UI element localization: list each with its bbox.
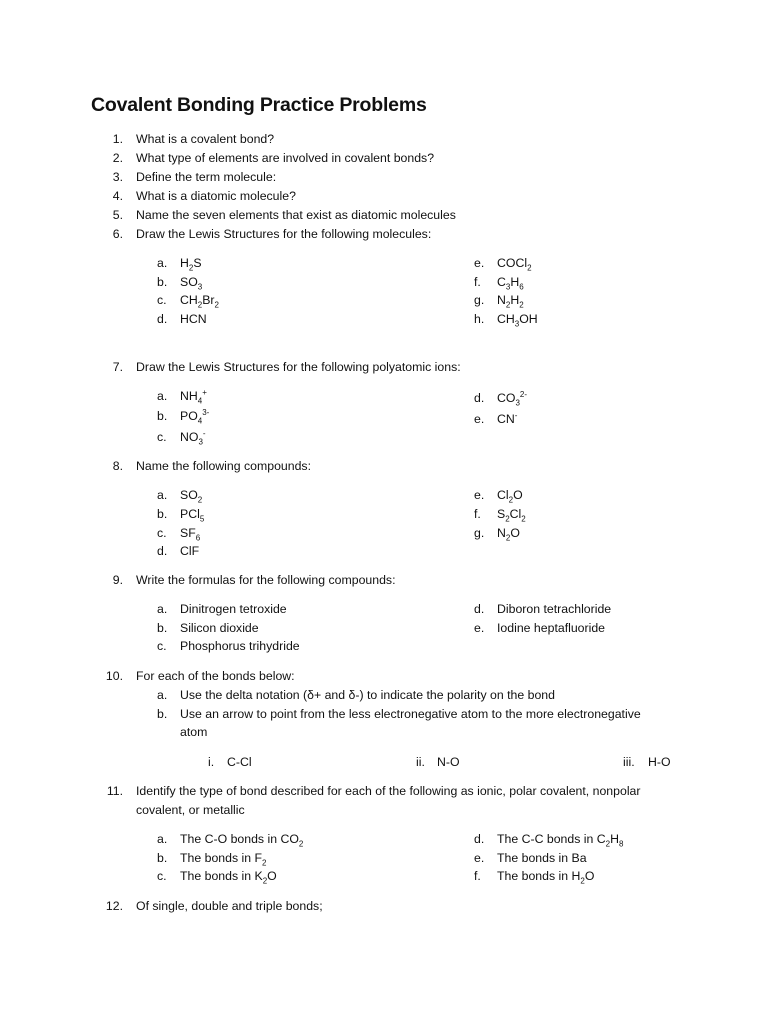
- q10-number: 10.: [105, 669, 123, 683]
- q10-bond-numeral: iii.: [623, 755, 635, 769]
- q11-item-letter: c.: [157, 869, 167, 883]
- q6-item-formula: $H_2S$: [180, 256, 202, 273]
- q11-item-text: The bonds in $H_2O$: [497, 869, 595, 886]
- q4-number: 4.: [112, 189, 123, 203]
- q8-item-letter: a.: [157, 488, 168, 502]
- q11-item-letter: b.: [157, 851, 168, 865]
- q11-item-letter: f.: [474, 869, 481, 883]
- page-title: Covalent Bonding Practice Problems: [91, 94, 427, 116]
- q8-item-letter: f.: [474, 507, 481, 521]
- q6-item-letter: h.: [474, 312, 485, 326]
- q7-item-formula: $NO_3^-$: [180, 428, 206, 447]
- q6-item-letter: c.: [157, 293, 167, 307]
- q8-number: 8.: [112, 459, 123, 473]
- q7-item-formula: $NH_4^+$: [180, 387, 207, 406]
- q11-item-text: The bonds in Ba: [497, 851, 587, 865]
- q11-item-letter: e.: [474, 851, 485, 865]
- q3-number: 3.: [112, 170, 123, 184]
- q9-item-letter: e.: [474, 621, 485, 635]
- q9-text: Write the formulas for the following compounds:: [136, 573, 396, 587]
- q6-item-letter: d.: [157, 312, 168, 326]
- q12-number: 12.: [105, 899, 123, 913]
- q6-item-formula: $SO_3$: [180, 275, 203, 292]
- q7-item-letter: c.: [157, 430, 167, 444]
- q10-sub-text-cont: atom: [180, 725, 208, 739]
- q3-text: Define the term molecule:: [136, 170, 277, 184]
- q10-sub-letter: b.: [157, 707, 168, 721]
- q11-item-letter: d.: [474, 832, 485, 846]
- q6-item-letter: b.: [157, 275, 168, 289]
- q7-item-formula: CN-: [497, 410, 518, 426]
- q9-item-text: Phosphorus trihydride: [180, 639, 300, 653]
- q11-number: 11.: [106, 784, 123, 798]
- q6-item-formula: $C_3H_6$: [497, 275, 524, 292]
- q6-item-formula: $N_2H_2$: [497, 293, 524, 310]
- q8-item-letter: g.: [474, 526, 485, 540]
- q9-item-letter: d.: [474, 602, 485, 616]
- q8-item-formula: $SF_6$: [180, 526, 201, 543]
- q6-item-letter: f.: [474, 275, 481, 289]
- q4-text: What is a diatomic molecule?: [136, 189, 296, 203]
- q8-item-letter: c.: [157, 526, 167, 540]
- q10-bond-numeral: ii.: [416, 755, 425, 769]
- q11-item-text: The C-C bonds in $C_2H_8$: [497, 832, 624, 849]
- q8-item-formula: $S_2Cl_2$: [497, 507, 526, 524]
- q10-text: For each of the bonds below:: [136, 669, 295, 683]
- q11-item-text: The bonds in $K_2O$: [180, 869, 277, 886]
- q10-bond-numeral: i.: [208, 755, 215, 769]
- q6-item-formula: HCN: [180, 312, 207, 326]
- q6-item-formula: $CH_3OH$: [497, 312, 538, 329]
- q9-item-text: Diboron tetrachloride: [497, 602, 612, 616]
- q7-item-letter: e.: [474, 412, 485, 426]
- q9-item-letter: c.: [157, 639, 167, 653]
- q6-text: Draw the Lewis Structures for the following molecules:: [136, 227, 432, 241]
- q7-text: Draw the Lewis Structures for the following polyatomic ions:: [136, 360, 461, 374]
- q11-item-letter: a.: [157, 832, 168, 846]
- q9-item-text: Iodine heptafluoride: [497, 621, 606, 635]
- q7-item-formula: $CO_3^{2-}$: [497, 389, 528, 408]
- q8-item-formula: $N_2O$: [497, 526, 520, 543]
- q6-number: 6.: [112, 227, 123, 241]
- q11-item-text: The bonds in $F_2$: [180, 851, 267, 868]
- q7-item-letter: a.: [157, 389, 168, 403]
- q1-text: What is a covalent bond?: [136, 132, 275, 146]
- q11-text: Identify the type of bond described for each of the following as ionic, polar covalent, nonpolar: [136, 784, 641, 798]
- q8-item-letter: d.: [157, 544, 168, 558]
- q1-number: 1.: [112, 132, 123, 146]
- q8-item-letter: e.: [474, 488, 485, 502]
- q10-sub-letter: a.: [157, 688, 168, 702]
- q9-number: 9.: [112, 573, 123, 587]
- q6-item-letter: g.: [474, 293, 485, 307]
- q5-number: 5.: [112, 208, 123, 222]
- q8-item-formula: $Cl_2O$: [497, 488, 523, 505]
- q7-item-letter: d.: [474, 391, 485, 405]
- q11-text-cont: covalent, or metallic: [136, 803, 245, 817]
- q5-text: Name the seven elements that exist as diatomic molecules: [136, 208, 456, 222]
- q6-item-letter: e.: [474, 256, 485, 270]
- q10-sub-text: Use an arrow to point from the less electronegative atom to the more electronegative: [180, 707, 641, 721]
- q7-item-letter: b.: [157, 409, 168, 423]
- q7-number: 7.: [112, 360, 123, 374]
- q6-item-letter: a.: [157, 256, 168, 270]
- q8-item-formula: $SO_2$: [180, 488, 203, 505]
- q8-item-letter: b.: [157, 507, 168, 521]
- q10-bond: C-Cl: [227, 755, 252, 769]
- q9-item-letter: a.: [157, 602, 168, 616]
- q8-item-formula: ClF: [180, 544, 200, 558]
- q2-text: What type of elements are involved in covalent bonds?: [136, 151, 435, 165]
- q10-sub-text: Use the delta notation (δ+ and δ-) to indicate the polarity on the bond: [180, 688, 555, 702]
- q10-bond: N-O: [437, 755, 460, 769]
- q8-item-formula: PCl$_5$: [180, 507, 205, 524]
- q2-number: 2.: [112, 151, 123, 165]
- q12-text: Of single, double and triple bonds;: [136, 899, 323, 913]
- q10-bond: H-O: [648, 755, 671, 769]
- q9-item-text: Silicon dioxide: [180, 621, 259, 635]
- q11-item-text: The C-O bonds in $CO_2$: [180, 832, 304, 849]
- q9-item-letter: b.: [157, 621, 168, 635]
- q6-item-formula: COCl$_2$: [497, 256, 532, 273]
- q6-item-formula: $CH_2Br_2$: [180, 293, 219, 310]
- q8-text: Name the following compounds:: [136, 459, 311, 473]
- q9-item-text: Dinitrogen tetroxide: [180, 602, 287, 616]
- q7-item-formula: $PO_4^{3-}$: [180, 407, 210, 426]
